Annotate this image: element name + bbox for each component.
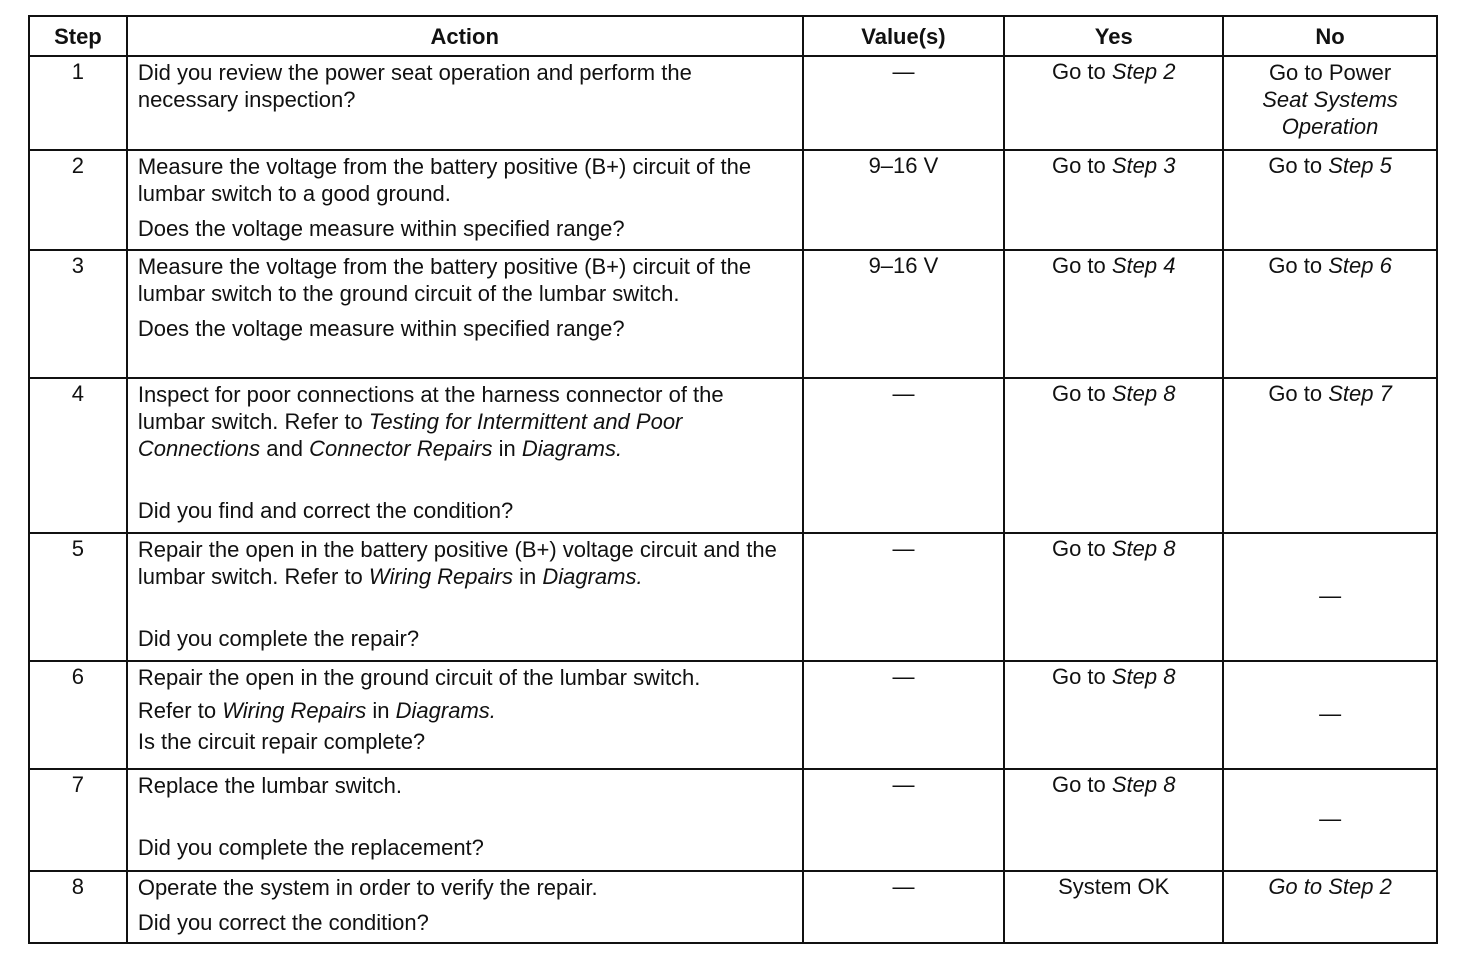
yes-cell: System OK	[1004, 871, 1223, 943]
no-prefix: Go to Power	[1268, 60, 1392, 85]
table-row	[29, 378, 1437, 533]
no-line: Seat Systems	[1262, 87, 1398, 112]
step-number: 7	[29, 769, 127, 871]
action-text: Operate the system in order to verify the repair.	[137, 875, 598, 900]
no-prefix: Go to	[1268, 153, 1329, 178]
action-cell	[127, 871, 803, 943]
no-target: Step 6	[1328, 253, 1392, 278]
yes-prefix: Go to	[1051, 381, 1112, 406]
action-cell	[127, 661, 803, 769]
no-line: Operation	[1281, 114, 1379, 139]
action-question: Does the voltage measure within specified range?	[137, 316, 625, 341]
no-target: Step 7	[1328, 381, 1392, 406]
no-cell	[1223, 378, 1437, 533]
step-number: 6	[29, 661, 127, 769]
table-row	[29, 533, 1437, 661]
no-cell: —	[1223, 661, 1437, 769]
yes-prefix: Go to	[1051, 664, 1112, 689]
value-cell: —	[803, 871, 1005, 943]
value-cell: —	[803, 533, 1005, 661]
value-cell: —	[803, 56, 1005, 150]
action-cell	[127, 150, 803, 250]
table-row	[29, 56, 1437, 150]
no-cell: Go to Step 2	[1223, 871, 1437, 943]
no-prefix: Go to	[1268, 381, 1329, 406]
no-cell: —	[1223, 769, 1437, 871]
yes-prefix: Go to	[1051, 772, 1112, 797]
action-cell	[127, 533, 803, 661]
value-cell: —	[803, 769, 1005, 871]
yes-cell	[1004, 661, 1223, 769]
no-cell	[1223, 56, 1437, 150]
header-no: No	[1223, 16, 1437, 56]
action-text: Repair the open in the ground circuit of the lumbar switch.	[137, 665, 701, 690]
action-question: Is the circuit repair complete?	[137, 729, 426, 754]
no-cell: —	[1223, 533, 1437, 661]
no-target: Step 5	[1328, 153, 1392, 178]
header-yes: Yes	[1004, 16, 1223, 56]
table-row	[29, 661, 1437, 769]
header-step: Step	[29, 16, 127, 56]
header-action: Action	[127, 16, 803, 56]
action-text: Measure the voltage from the battery positive (B+) circuit of the lumbar switch to a good ground.	[137, 154, 752, 206]
value-cell: 9–16 V	[803, 150, 1005, 250]
yes-target: Step 4	[1111, 253, 1176, 278]
action-question: Did you complete the repair?	[137, 626, 420, 651]
yes-target: Step 8	[1111, 381, 1176, 406]
yes-target: Step 8	[1111, 664, 1176, 689]
no-cell	[1223, 150, 1437, 250]
step-number: 8	[29, 871, 127, 943]
action-question: Does the voltage measure within specified range?	[137, 216, 625, 241]
step-number: 5	[29, 533, 127, 661]
no-cell	[1223, 250, 1437, 378]
header-row	[29, 16, 1437, 56]
yes-target: Step 3	[1111, 153, 1176, 178]
yes-cell	[1004, 378, 1223, 533]
yes-prefix: Go to	[1051, 153, 1112, 178]
action-question: Did you find and correct the condition?	[137, 498, 514, 523]
action-text: Did you review the power seat operation and perform the necessary inspection?	[137, 60, 692, 112]
table-row	[29, 769, 1437, 871]
action-question: Did you complete the replacement?	[137, 835, 484, 860]
action-text: Refer to Wiring Repairs in Diagrams.	[137, 698, 496, 723]
action-text: Measure the voltage from the battery positive (B+) circuit of the lumbar switch to the ground circuit of the lumbar switch.	[137, 254, 752, 306]
step-number: 1	[29, 56, 127, 150]
yes-prefix: Go to	[1051, 253, 1112, 278]
no-prefix: Go to	[1268, 253, 1329, 278]
yes-cell	[1004, 150, 1223, 250]
value-cell: —	[803, 661, 1005, 769]
action-cell	[127, 56, 803, 150]
value-cell: —	[803, 378, 1005, 533]
action-text: Replace the lumbar switch.	[137, 773, 402, 798]
action-cell	[127, 769, 803, 871]
step-number: 2	[29, 150, 127, 250]
value-cell: 9–16 V	[803, 250, 1005, 378]
yes-target: Step 8	[1111, 536, 1176, 561]
table-row	[29, 250, 1437, 378]
yes-prefix: Go to	[1051, 536, 1112, 561]
table-row	[29, 150, 1437, 250]
yes-cell	[1004, 769, 1223, 871]
diagnostic-table	[28, 15, 1438, 944]
yes-cell	[1004, 250, 1223, 378]
action-text: Inspect for poor connections at the harness connector of the lumbar switch. Refer to Testing for Intermittent and Poor Connections and Connector Repairs in Diagrams.	[137, 382, 724, 461]
table-row	[29, 871, 1437, 943]
yes-cell	[1004, 533, 1223, 661]
step-number: 3	[29, 250, 127, 378]
action-text: Repair the open in the battery positive (B+) voltage circuit and the lumbar switch. Refer to Wiring Repairs in Diagrams.	[137, 537, 777, 589]
action-cell	[127, 250, 803, 378]
action-cell	[127, 378, 803, 533]
yes-target: Step 2	[1111, 59, 1176, 84]
header-values: Value(s)	[803, 16, 1005, 56]
yes-prefix: Go to	[1051, 59, 1112, 84]
yes-cell	[1004, 56, 1223, 150]
step-number: 4	[29, 378, 127, 533]
yes-target: Step 8	[1111, 772, 1176, 797]
action-question: Did you correct the condition?	[137, 910, 429, 935]
